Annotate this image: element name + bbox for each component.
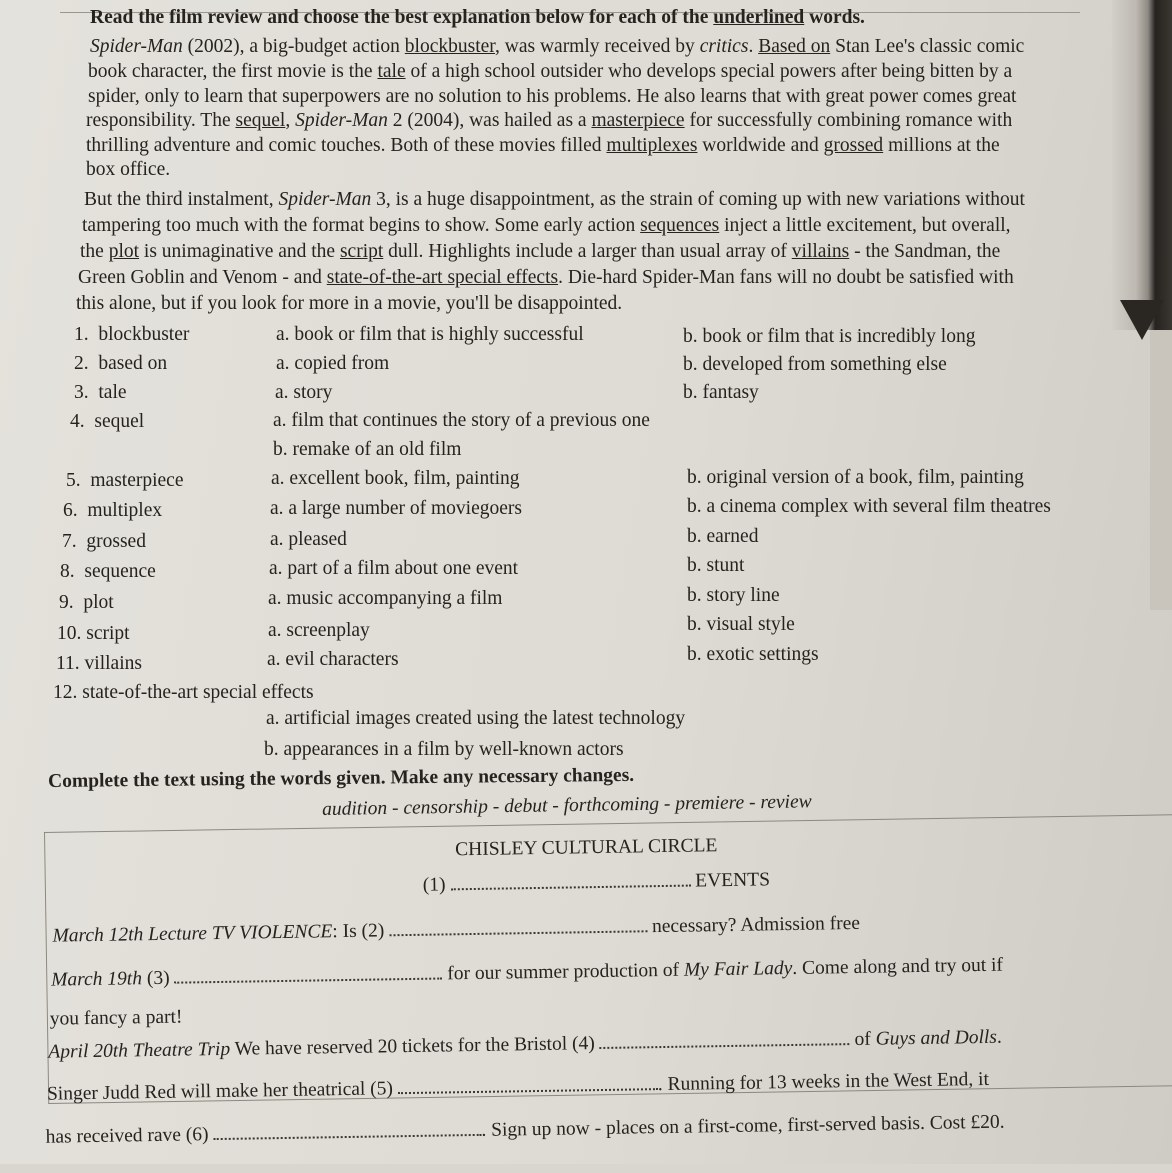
question-word: 10. script <box>57 623 130 644</box>
question-word: 1. blockbuster <box>74 324 190 345</box>
option-a[interactable]: a. book or film that is highly successful <box>276 324 584 345</box>
review-line: But the third instalment, Spider-Man 3, is a huge disappointment, as the strain of coming up with new variations without <box>84 189 1025 210</box>
option-a[interactable]: a. story <box>275 382 333 403</box>
review-line: thrilling adventure and comic touches. Both of these movies filled multiplexes worldwide and grossed millions at the <box>86 135 1000 156</box>
option-b[interactable]: b. stunt <box>687 555 745 576</box>
option-b[interactable]: b. visual style <box>687 614 795 635</box>
blank-4[interactable] <box>599 1029 849 1049</box>
events-heading: (1) EVENTS <box>422 869 771 896</box>
review-line: this alone, but if you look for more in a movie, you'll be disappointed. <box>76 293 623 314</box>
option-b[interactable]: b. exotic settings <box>687 644 819 665</box>
review-line: spider, only to learn that superpowers are no solution to his problems. He also learns that with great power comes great <box>88 86 1017 107</box>
option-a[interactable]: a. a large number of moviegoers <box>270 498 522 519</box>
review-line: book character, the first movie is the tale of a high school outsider who develops special powers after being bitten by a <box>88 61 1013 82</box>
review-line: Spider-Man (2002), a big-budget action blockbuster, was warmly received by critics. Based on Stan Lee's classic comic <box>90 36 1025 57</box>
event-line-6: has received rave (6) . Sign up now - places on a first-come, first-served basis. Cost £20. <box>45 1111 1005 1148</box>
blank-5[interactable] <box>398 1074 658 1094</box>
option-a[interactable]: a. screenplay <box>268 620 370 641</box>
option-a[interactable]: a. artificial images created using the latest technology <box>266 708 686 729</box>
question-word: 12. state-of-the-art special effects <box>53 682 314 703</box>
blank-1[interactable] <box>450 871 690 891</box>
question-word: 3. tale <box>74 382 127 403</box>
event-line-3: you fancy a part! <box>49 1006 183 1030</box>
question-word: 2. based on <box>74 353 168 374</box>
blank-2[interactable] <box>389 916 647 936</box>
event-line-4: April 20th Theatre Trip We have reserved 20 tickets for the Bristol (4) of Guys and Dolls. <box>48 1026 1002 1063</box>
option-b[interactable]: b. fantasy <box>683 382 759 403</box>
review-line: Green Goblin and Venom - and state-of-the-art special effects. Die-hard Spider-Man fans will no doubt be satisfied with <box>78 267 1014 288</box>
complete-instruction: Complete the text using the words given. Make any necessary changes. <box>47 764 635 792</box>
option-b[interactable]: b. a cinema complex with several film theatres <box>687 496 1051 517</box>
review-line: box office. <box>86 159 171 180</box>
event-line-2: March 19th (3) for our summer production of My Fair Lady. Come along and try out if <box>51 954 1004 991</box>
option-a[interactable]: a. excellent book, film, painting <box>271 468 520 489</box>
circle-title: CHISLEY CULTURAL CIRCLE <box>455 835 718 861</box>
instruction-text: Read the film review and choose the best explanation below for each of the underlined words. <box>90 7 865 28</box>
event-line-1: March 12th Lecture TV VIOLENCE: Is (2) necessary? Admission free <box>52 912 861 947</box>
option-b[interactable]: b. appearances in a film by well-known actors <box>264 739 624 760</box>
option-b[interactable]: b. developed from something else <box>683 354 947 375</box>
option-a[interactable]: a. music accompanying a film <box>268 588 503 609</box>
option-b[interactable]: b. story line <box>687 585 780 606</box>
question-word: 5. masterpiece <box>66 470 184 491</box>
option-a[interactable]: a. part of a film about one event <box>269 558 519 579</box>
option-b[interactable]: b. earned <box>687 526 759 547</box>
question-word: 6. multiplex <box>63 500 163 521</box>
question-word: 9. plot <box>59 592 114 613</box>
review-line: responsibility. The sequel, Spider-Man 2 (2004), was hailed as a masterpiece for successfully combining romance with <box>86 110 1013 131</box>
option-b[interactable]: b. original version of a book, film, painting <box>687 467 1024 488</box>
event-line-5: Singer Judd Red will make her theatrical (5) . Running for 13 weeks in the West End, it <box>46 1068 990 1105</box>
question-word: 4. sequel <box>70 411 145 432</box>
word-bank: audition - censorship - debut - forthcoming - premiere - review <box>321 791 812 820</box>
question-word: 7. grossed <box>62 531 146 552</box>
option-b[interactable]: b. book or film that is incredibly long <box>683 326 976 347</box>
review-line: the plot is unimaginative and the script dull. Highlights include a larger than usual array of villains - the Sandman, the <box>80 241 1001 262</box>
question-word: 11. villains <box>56 653 142 674</box>
review-line: tampering too much with the format begins to show. Some early action sequences inject a little excitement, but overall, <box>82 215 1011 236</box>
blank-3[interactable] <box>174 963 442 983</box>
option-b[interactable]: b. remake of an old film <box>273 439 462 460</box>
blank-6[interactable] <box>213 1120 481 1140</box>
option-a[interactable]: a. film that continues the story of a previous one <box>273 410 650 431</box>
option-a[interactable]: a. evil characters <box>267 649 399 670</box>
option-a[interactable]: a. copied from <box>276 353 390 374</box>
option-a[interactable]: a. pleased <box>270 529 347 550</box>
question-word: 8. sequence <box>60 561 156 582</box>
